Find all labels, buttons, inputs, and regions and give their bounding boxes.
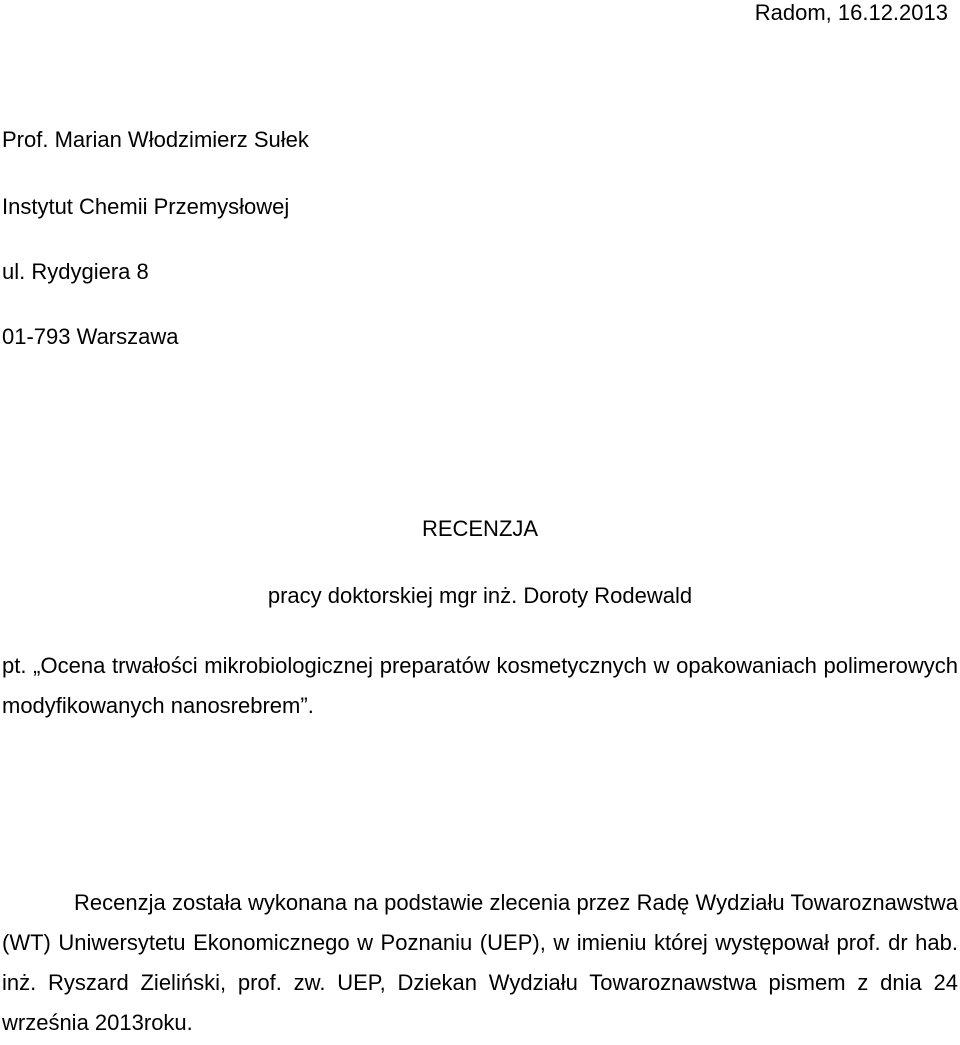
recipient-institution: Instytut Chemii Przemysłowej <box>2 194 290 219</box>
review-title: RECENZJA <box>421 516 539 541</box>
recipient-city: 01-793 Warszawa <box>2 324 179 349</box>
thesis-title: pt. „Ocena trwałości mikrobiologicznej preparatów kosmetycznych w opakowaniach polimerowych modyfikowanych nanosrebrem”. <box>2 653 958 718</box>
document-date: Radom, 16.12.2013 <box>754 0 948 25</box>
review-subtitle: pracy doktorskiej mgr inż. Doroty Rodewald <box>267 583 693 608</box>
body-paragraph: Recenzja została wykonana na podstawie zlecenia przez Radę Wydziału Towaroznawstwa (WT) Uniwersytetu Ekonomicznego w Poznaniu (UEP), w imieniu której występował prof. dr hab. inż. Ryszard Zieliński, prof. zw. UEP, Dziekan Wydziału Towaroznawstwa pismem z dnia 24 września 2013roku. <box>2 890 958 1035</box>
recipient-street: ul. Rydygiera 8 <box>2 259 149 284</box>
recipient-name: Prof. Marian Włodzimierz Sułek <box>2 127 309 152</box>
